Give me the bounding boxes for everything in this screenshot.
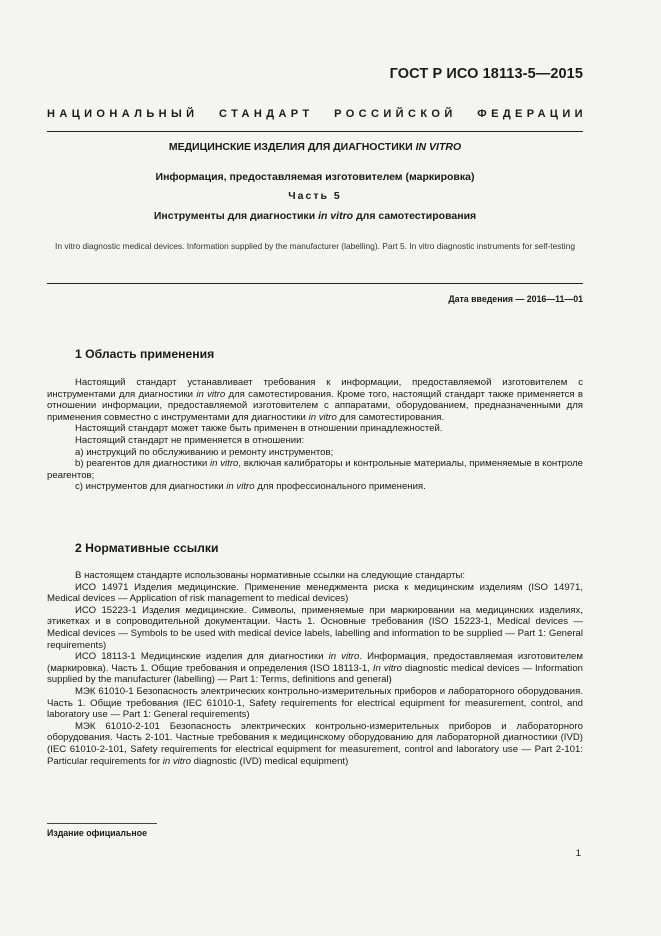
document-subtitle: Информация, предоставляемая изготовителем (маркировка) [155,171,475,183]
reference-item: ИСО 15223-1 Изделия медицинские. Символы, применяемые при маркировании на медицинских изделиях, этикетках и в сопроводительной документации. Часть 1. Основные требования (ISO 15223-1, Medical devices — Medical devices — Symbols to be used with medical device labels, labelling and information to be supplied — Part 1: General requirements) [47,604,583,651]
reference-item: ИСО 14971 Изделия медицинские. Применение менеджмента риска к медицинским изделиям (ISO 14971, Medical devices — Application of risk management to medical devices) [47,581,583,605]
edition-note: Издание официальное [47,828,147,838]
banner-word: ФЕДЕРАЦИИ [477,108,587,120]
paragraph: Настоящий стандарт устанавливает требования к информации, предоставляемой изготовителем с инструментами для диагностики in vitro для самотестирования. Кроме того, настоящий стандарт также применяется в отношении информации, предоставляемой изготовителем с аппаратами, оборудованием, предназначенными для применения совместно с инструментами для диагностики in vitro для самотестирования. [47,377,584,423]
list-item: c) инструментов для диагностики in vitro для профессионального применения. [75,481,426,493]
top-divider [47,131,583,132]
list-item: b) реагентов для диагностики in vitro, включая калибраторы и контрольные материалы, применяемые в контроле реагентов; [47,458,583,481]
list-item: a) инструкций по обслуживанию и ремонту инструментов; [75,446,334,458]
document-number: ГОСТ Р ИСО 18113-5—2015 [389,66,583,82]
document-title: МЕДИЦИНСКИЕ ИЗДЕЛИЯ ДЛЯ ДИАГНОСТИКИ IN VITRO [168,141,462,153]
part-title: Инструменты для диагностики in vitro для самотестирования [153,210,477,222]
section-2-heading: 2 Нормативные ссылки [75,541,219,555]
section-2-body [47,570,583,767]
paragraph: В настоящем стандарте использованы нормативные ссылки на следующие стандарты: [75,570,466,581]
reference-item: МЭК 61010-1 Безопасность электрических контрольно-измерительных приборов и лабораторного оборудования. Часть 1. Общие требования (IEC 61010-1, Safety requirements for electrical equipment for measurement, control, and laboratory use — Part 1: General requirements) [47,685,583,721]
reference-item: МЭК 61010-2-101 Безопасность электрических контрольно-измерительных приборов и лабораторного оборудования. Часть 2-101. Частные требования к медицинскому оборудованию для лабораторной диагностики (IVD) (IEC 61010-2-101, Safety requirements for electrical equipment for measurement, control and laboratory use — Part 2-101: Particular requirements for in vitro diagnostic (IVD) medical equipment) [47,720,583,767]
english-title: In vitro diagnostic medical devices. Information supplied by the manufacturer (labelling). Part 5. In vitro diagnostic instruments for self-testing [55,241,575,251]
banner-word: СТАНДАРТ [219,108,314,120]
footer-divider [47,823,157,824]
section-1-body [47,377,583,493]
banner-word: РОССИЙСКОЙ [334,108,457,120]
national-standard-banner [47,108,587,120]
introduction-date: Дата введения — 2016—11—01 [448,294,583,304]
section-1-heading: 1 Область применения [75,347,215,361]
document-part: Часть 5 [288,190,342,202]
paragraph: Настоящий стандарт может также быть применен в отношении принадлежностей. [75,423,443,435]
reference-item: ИСО 18113-1 Медицинские изделия для диагностики in vitro. Информация, предоставляемая изготовителем (маркировка). Часть 1. Общие требования и определения (ISO 18113-1, In vitro diagnostic medical devices — Information supplied by the manufacturer (labelling) — Part 1: Terms, definitions and general) [47,651,583,686]
page-number: 1 [575,848,581,859]
middle-divider [47,283,583,284]
paragraph: Настоящий стандарт не применяется в отношении: [75,434,305,446]
banner-word: НАЦИОНАЛЬНЫЙ [47,108,199,120]
